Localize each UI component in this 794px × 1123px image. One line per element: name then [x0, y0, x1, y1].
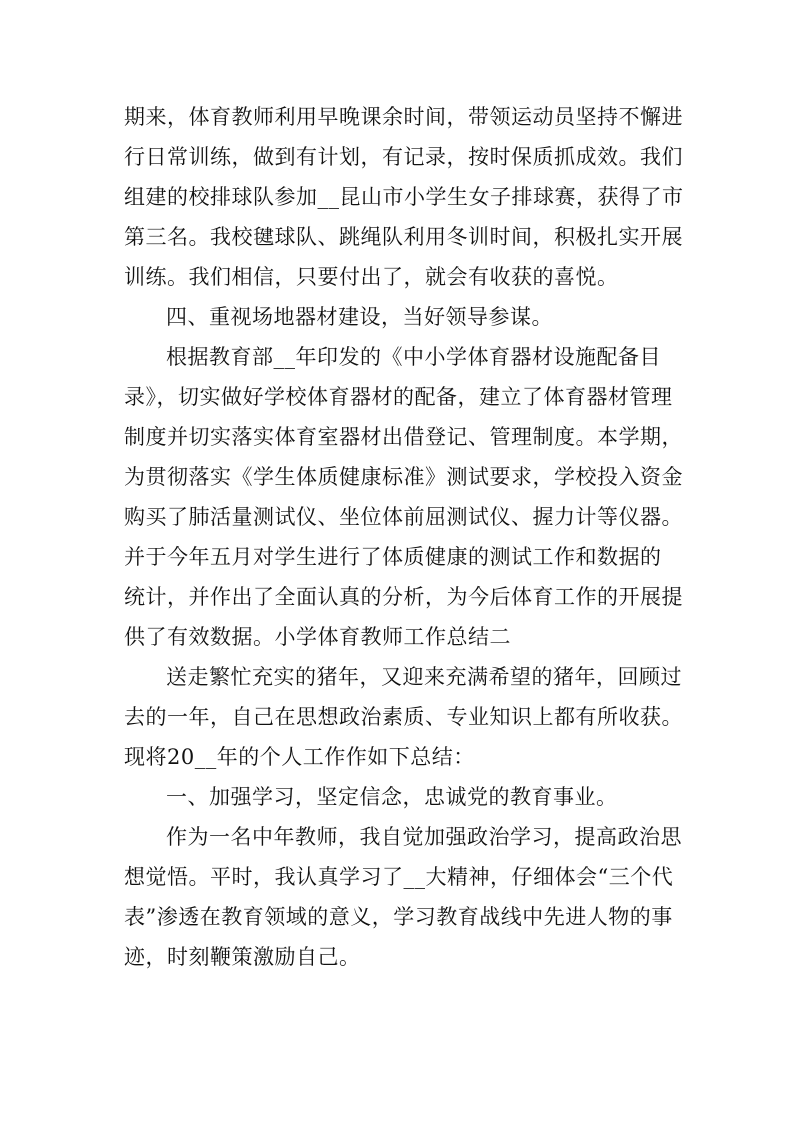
text-line: 期来，体育教师利用早晚课余时间，带领运动员坚持不懈进: [124, 105, 683, 129]
text-line: 训练。我们相信，只要付出了，就会有收获的喜悦。: [124, 265, 619, 289]
text-line: 第三名。我校毽球队、跳绳队利用冬训时间，积极扎实开展: [124, 225, 683, 249]
text-line: 组建的校排球队参加__昆山市小学生女子排球赛，获得了市: [124, 185, 684, 209]
text-line: 制度并切实落实体育室器材出借登记、管理制度。本学期，: [124, 425, 683, 449]
text-line: 迹，时刻鞭策激励自己。: [124, 945, 361, 969]
text-line: 为贯彻落实《学生体质健康标准》测试要求，学校投入资金: [124, 465, 683, 489]
text-line: 统计，并作出了全面认真的分析，为今后体育工作的开展提: [124, 585, 683, 609]
text-line: 根据教育部__年印发的《中小学体育器材设施配备目: [166, 345, 661, 369]
text-line: 行日常训练，做到有计划，有记录，按时保质抓成效。我们: [124, 145, 683, 169]
text-line: 录》，切实做好学校体育器材的配备，建立了体育器材管理: [124, 385, 673, 409]
text-line: 作为一名中年教师，我自觉加强政治学习，提高政治思: [166, 825, 682, 849]
text-line: 表”渗透在教育领域的意义，学习教育战线中先进人物的事: [124, 905, 673, 929]
text-line: 供了有效数据。小学体育教师工作总结二: [124, 625, 511, 649]
text-line: 送走繁忙充实的猪年，又迎来充满希望的猪年，回顾过: [166, 665, 682, 689]
text-line: 现将20__年的个人工作作如下总结：: [124, 745, 475, 769]
text-line: 购买了肺活量测试仪、坐位体前屈测试仪、握力计等仪器。: [124, 505, 683, 529]
text-line: 去的一年，自己在思想政治素质、专业知识上都有所收获。: [124, 705, 683, 729]
text-line: 想觉悟。平时，我认真学习了__大精神，仔细体会“三个代: [124, 865, 674, 889]
text-line: 并于今年五月对学生进行了体质健康的测试工作和数据的: [124, 545, 662, 569]
section-heading: 四、重视场地器材建设，当好领导参谋。: [166, 305, 553, 329]
section-heading: 一、加强学习，坚定信念，忠诚党的教育事业。: [166, 785, 618, 809]
